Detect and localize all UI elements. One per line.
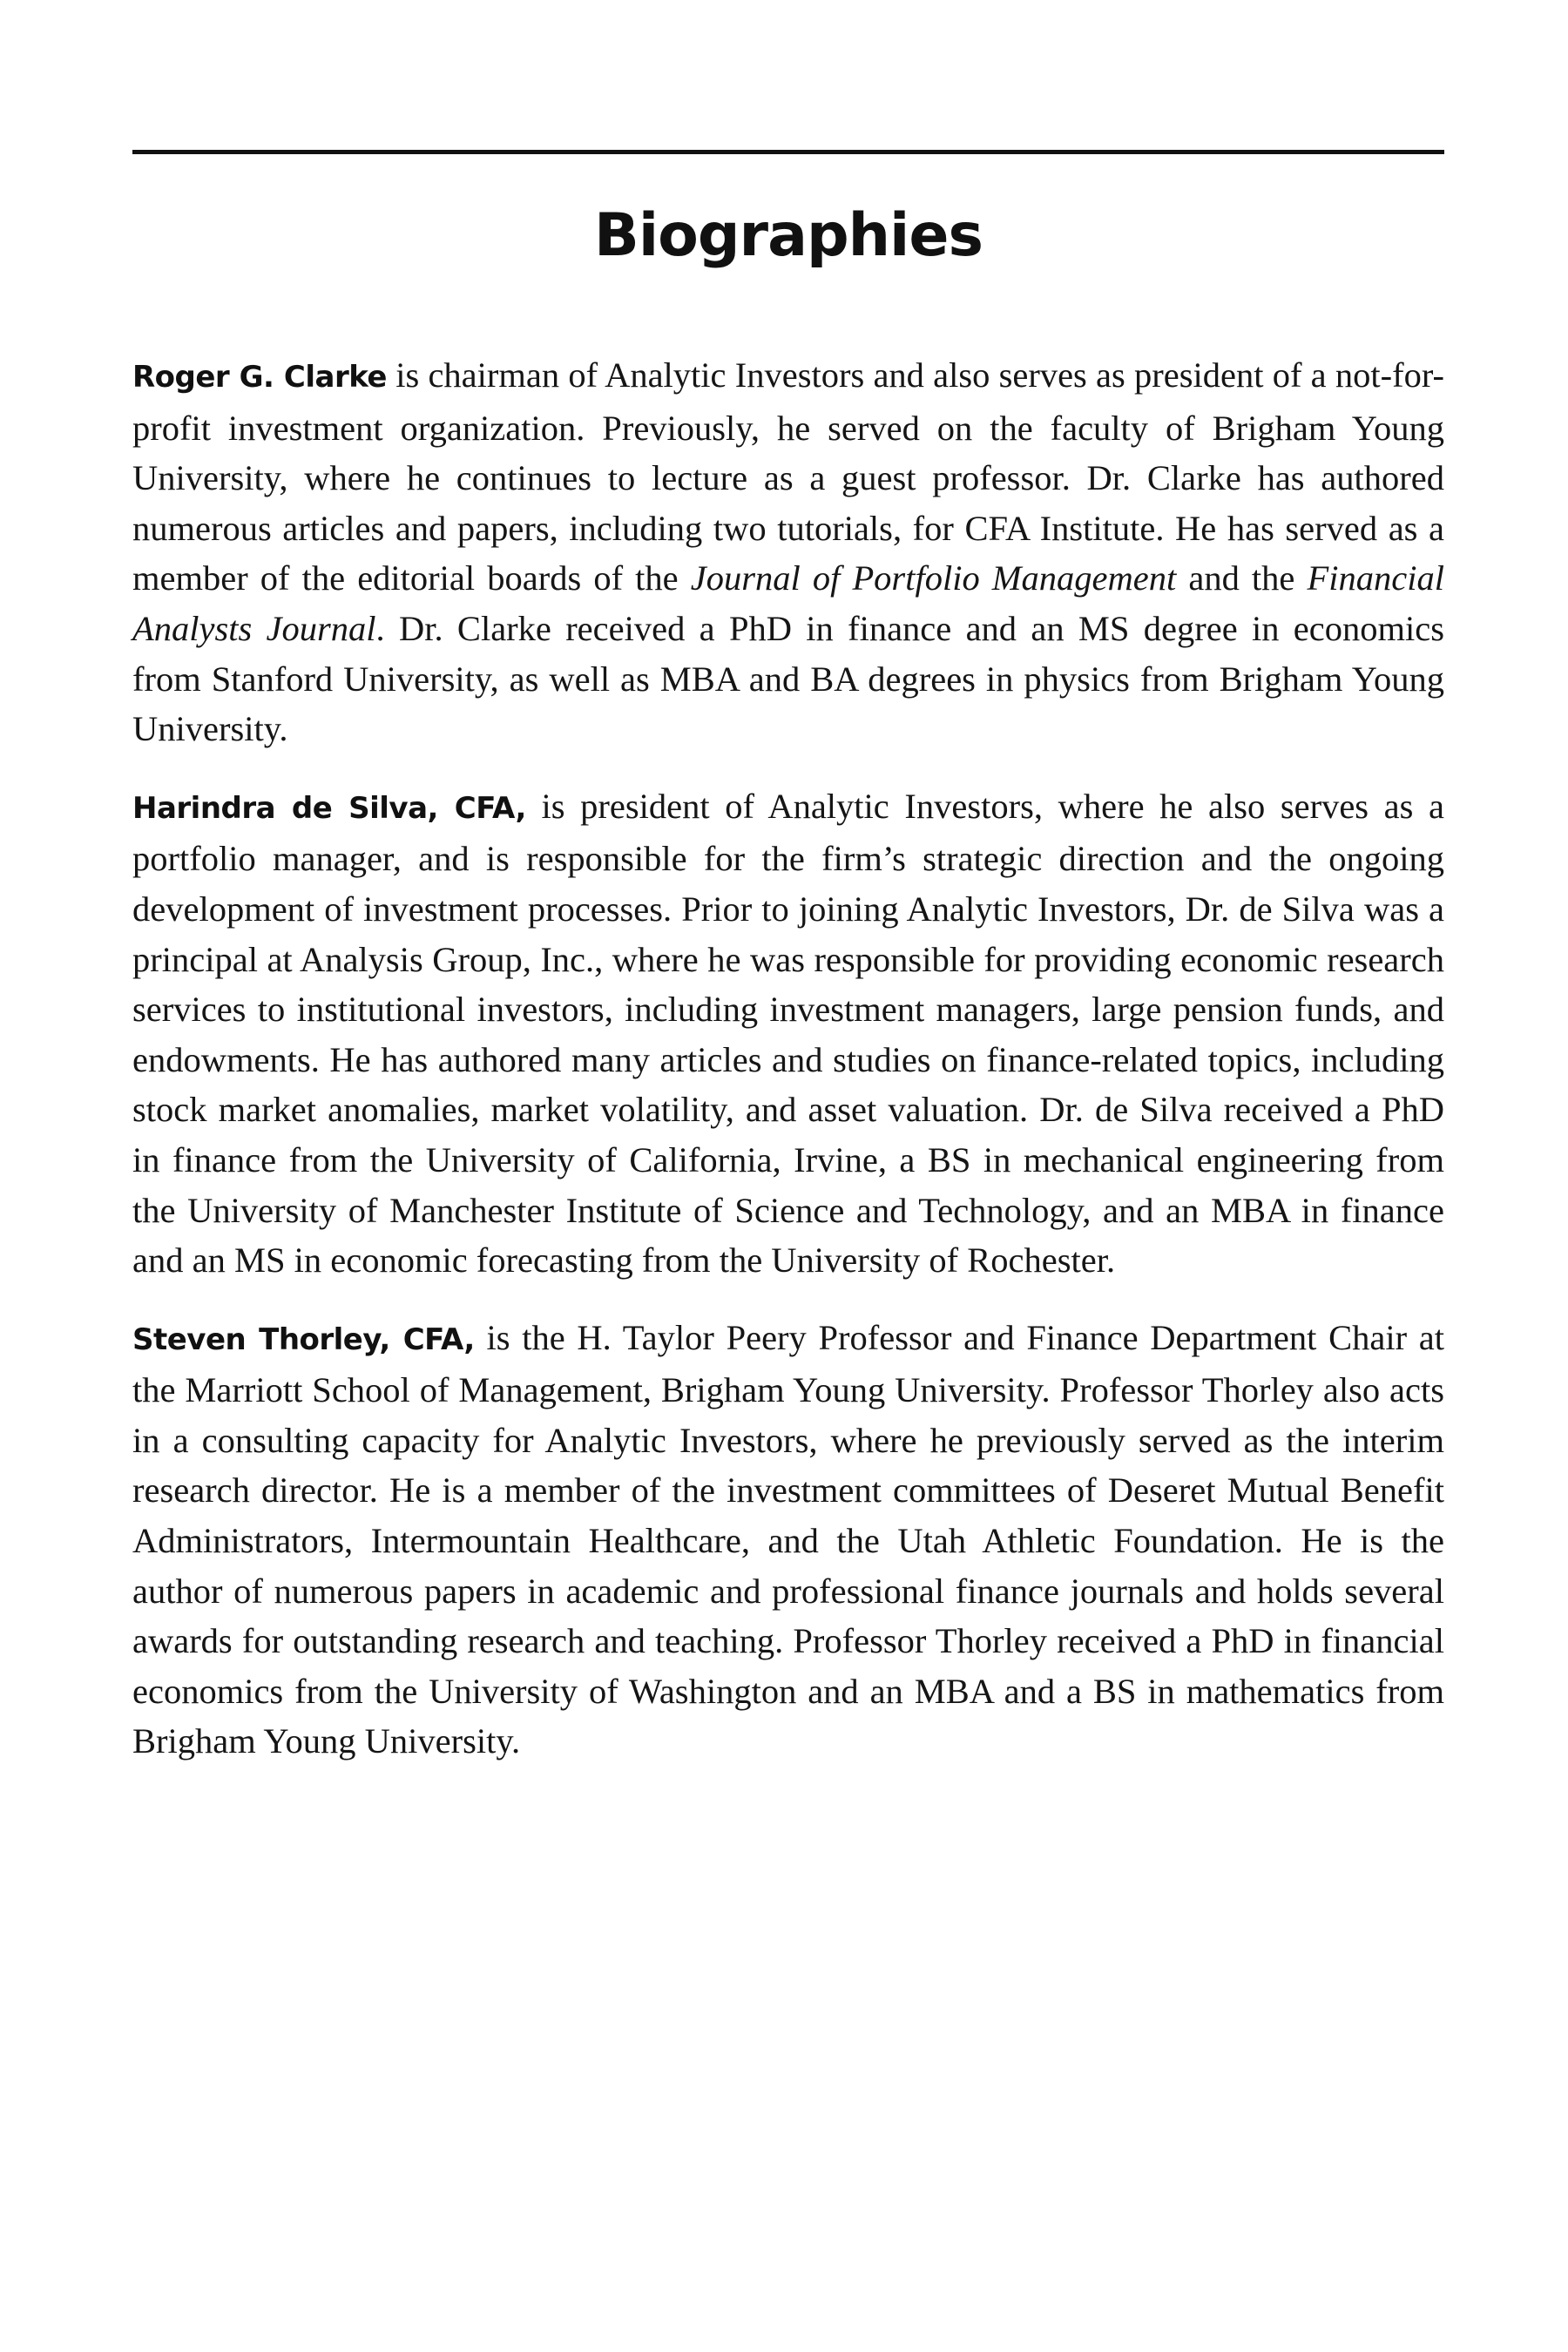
page-title: Biographies (594, 201, 983, 270)
bio-name: Steven Thorley, CFA, (132, 1321, 475, 1357)
bio-steven-thorley (132, 1313, 1444, 1767)
bio-roger-clarke (132, 350, 1444, 754)
bio-name: Harindra de Silva, CFA, (132, 790, 526, 826)
bio-text: is the H. Taylor Peery Professor and Finance Department Chair at the Marriott School of Management, Brigham Young University. Professor Thorley also acts in a consulting capacity for Analytic Investors, where he previously served as the interim research director. He is a member of the investment committees of Deseret Mutual Benefit Administrators, Intermountain Healthcare, and the Utah Athletic Foundation. He is the author of numerous papers in academic and professional finance journals and holds several awards for outstanding research and teaching. Professor Thorley received a PhD in financial economics from the University of Washington and an MBA and a BS in mathematics from Brigham Young University. (132, 1317, 1444, 1761)
bio-name: Roger G. Clarke (132, 360, 387, 395)
bio-text: is president of Analytic Investors, where he also serves as a portfolio manager, and is responsible for the firm’s strategic direction and the ongoing development of investment processes. Prior to joining Analytic Investors, Dr. de Silva was a principal at Analysis Group, Inc., where he was responsible for providing economic research services to institutional investors, including investment managers, large pension funds, and endowments. He has authored many articles and studies on finance-related topics, including stock market anomalies, market volatility, and asset valuation. Dr. de Silva received a PhD in finance from the University of California, Irvine, a BS in mechanical engineering from the University of Manchester Institute of Science and Technology, and an MBA in finance and an MS in economic forecasting from the University of Rochester. (132, 786, 1444, 1281)
bio-text: . Dr. Clarke received a PhD in finance and an MS degree in economics from Stanford University, as well as MBA and BA degrees in physics from Brigham Young University. (132, 608, 1444, 749)
journal-title: Financial Analysts Journal (132, 558, 1444, 648)
bio-text: and the (1176, 558, 1308, 598)
journal-title: Journal of Portfolio Management (690, 558, 1177, 598)
bio-text: is chairman of Analytic Investors and also serves as president of a not-for-profit investment organization. Previously, he served on the faculty of Brigham Young University, where he continues to lecture as a guest professor. Dr. Clarke has authored numerous articles and papers, including two tutorials, for CFA Institute. He has served as a member of the editorial boards of the (132, 355, 1444, 598)
biographies-section (132, 350, 1444, 1794)
top-rule-divider (132, 150, 1444, 154)
bio-harindra-de-silva (132, 781, 1444, 1286)
